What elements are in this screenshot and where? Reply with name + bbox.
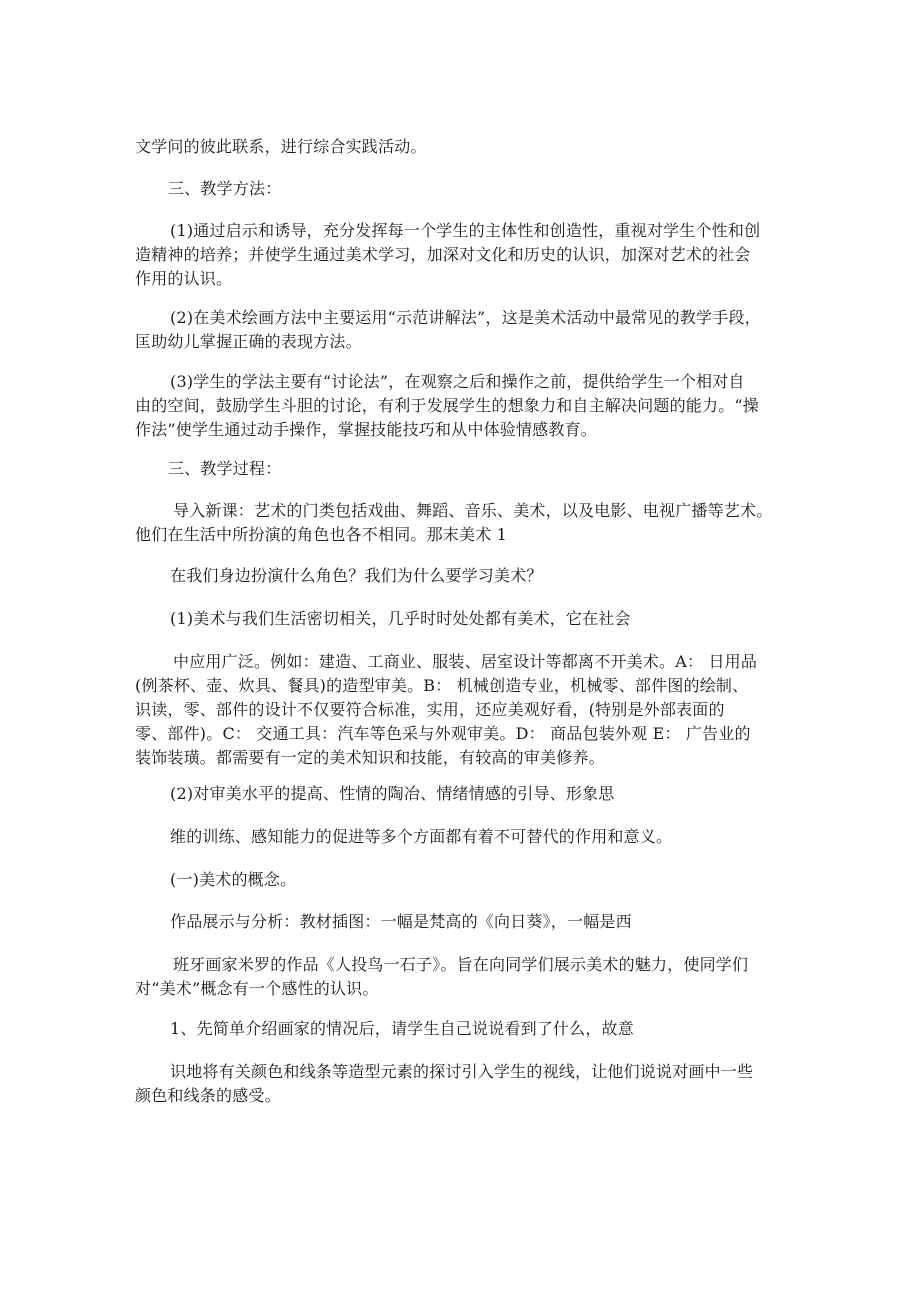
text-line: 装饰装璜。都需要有一定的美术知识和技能，有较高的审美修养。 [135, 748, 605, 767]
text-line: 匡助幼儿掌握正确的表现方法。 [135, 332, 362, 351]
paragraph [170, 782, 825, 806]
paragraph [135, 650, 790, 770]
text-line: 班牙画家米罗的作品《人投鸟一石子》。旨在向同学们展示美术的魅力，使同学们 [173, 955, 749, 974]
paragraph [135, 953, 790, 1001]
paragraph [135, 306, 790, 354]
text-line: 识地将有关颜色和线条等造型元素的探讨引入学生的视线，让他们说说对画中一些 [170, 1062, 754, 1081]
text-line: (2)对审美水平的提高、性情的陶冶、情绪情感的引导、形象思 [170, 784, 615, 803]
text-line: 中应用广泛。例如：建造、工商业、服装、居室设计等都离不开美术。A： 日用品 [173, 652, 758, 671]
paragraph [170, 564, 825, 588]
paragraph [135, 219, 790, 291]
paragraph [135, 370, 790, 442]
section-heading-methods [168, 177, 823, 201]
text-line: 作品展示与分析：教材插图：一幅是梵高的《向日葵》，一幅是西 [170, 912, 632, 931]
paragraph [170, 1017, 825, 1041]
text-line: 他们在生活中所扮演的角色也各不相同。那末美术 1 [135, 525, 508, 544]
text-line: (2)在美术绘画方法中主要运用“示范讲解法”，这是美术活动中最常见的教学手段， [170, 308, 761, 327]
text-line: 导入新课：艺术的门类包括戏曲、舞蹈、音乐、美术，以及电影、电视广播等艺术。 [173, 501, 773, 520]
text-line: 维的训练、感知能力的促进等多个方面都有着不可替代的作用和意义。 [170, 827, 673, 846]
text-line: (例茶杯、壶、炊具、餐具)的造型审美。B： 机械创造专业，机械零、部件图的绘制、 [135, 676, 749, 695]
text-line: (3)学生的学法主要有“讨论法”，在观察之后和操作之前，提供给学生一个相对自 [170, 372, 745, 391]
text-line: 对“美术”概念有一个感性的认识。 [135, 979, 379, 998]
paragraph [170, 910, 825, 934]
text-line: 作用的认识。 [135, 269, 233, 288]
paragraph [135, 135, 790, 159]
text-line: 零、部件)。C： 交通工具：汽车等色采与外观审美。D： 商品包装外观 E： 广告业的 [135, 724, 751, 743]
paragraph [170, 825, 825, 849]
section-heading-process [168, 457, 823, 481]
text-line: 在我们身边扮演什么角色？我们为什么要学习美术？ [170, 566, 543, 585]
text-line: 文学问的彼此联系，进行综合实践活动。 [135, 137, 427, 156]
text-line: 造精神的培养；并使学生通过美术学习，加深对文化和历史的认识，加深对艺术的社会 [135, 245, 751, 264]
paragraph [170, 607, 825, 631]
text-line: (1)通过启示和诱导，充分发挥每一个学生的主体性和创造性，重视对学生个性和创 [170, 221, 761, 240]
text-line: 1、先简单介绍画家的情况后，请学生自己说说看到了什么，故意 [170, 1019, 634, 1038]
paragraph [135, 1060, 790, 1108]
paragraph [135, 499, 790, 547]
text-line: (1)美术与我们生活密切相关，几乎时时处处都有美术，它在社会 [170, 609, 631, 628]
text-line: (一)美术的概念。 [170, 870, 297, 889]
text-line: 三、教学过程： [168, 459, 282, 478]
text-line: 识读，零、部件的设计不仅要符合标准，实用，还应美观好看，(特别是外部表面的 [135, 700, 725, 719]
text-line: 三、教学方法： [168, 179, 282, 198]
text-line: 作法”使学生通过动手操作，掌握技能技巧和从中体验情感教育。 [135, 420, 597, 439]
text-line: 由的空间，鼓励学生斗胆的讨论，有利于发展学生的想象力和自主解决问题的能力。“操 [135, 396, 759, 415]
text-line: 颜色和线条的感受。 [135, 1086, 281, 1105]
paragraph [170, 868, 825, 892]
